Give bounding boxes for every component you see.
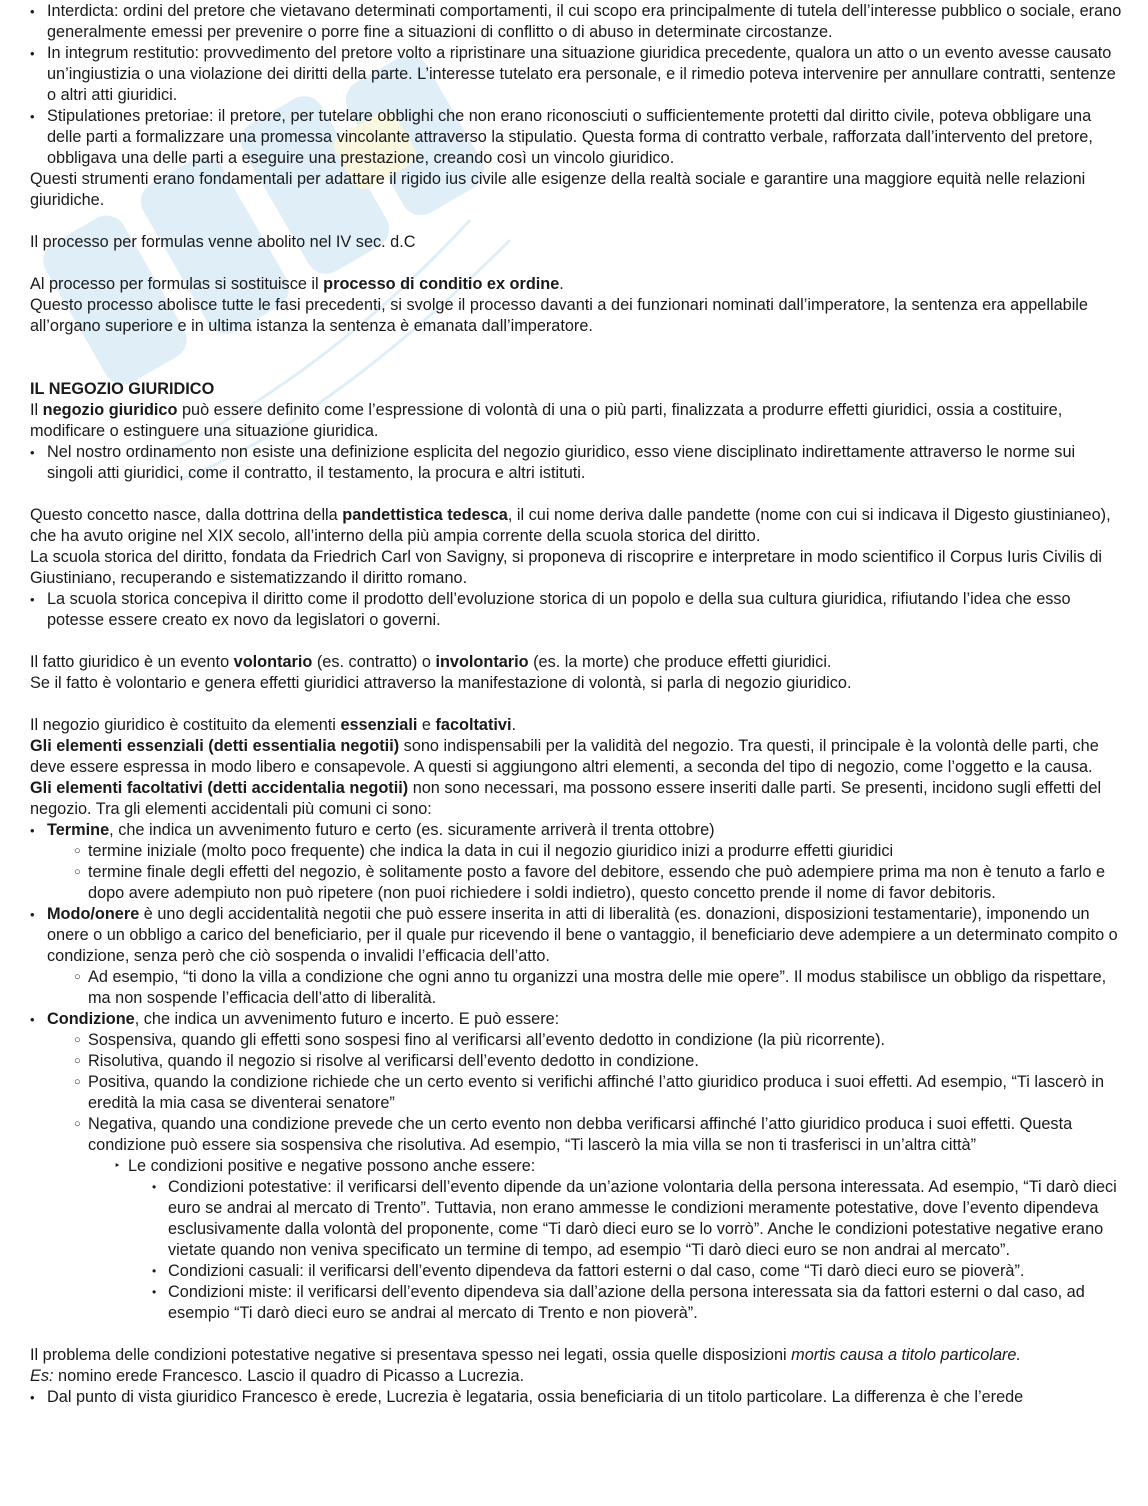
bullet-sublist bbox=[30, 841, 1122, 904]
list-item: ○ termine finale degli effetti del negozio, è solitamente posto a favore del debitore, essendo che può adempiere prima ma non è tenuto a farlo e dopo avere adempiuto non può ripetere (non puoi richiedere i soldi indietro), questo concetto prende il nome di favor debitoris. bbox=[30, 862, 1122, 904]
paragraph: Questo concetto nasce, dalla dottrina della pandettistica tedesca, il cui nome deriva dalle pandette (nome con cui si indicava il Digesto giustinianeo), che ha avuto origine nel XIX secolo, all’interno della più ampia corrente della scuola storica del diritto. bbox=[30, 506, 1111, 545]
list-item: • Termine, che indica un avvenimento futuro e certo (es. sicuramente arriverà il trenta ottobre) bbox=[30, 820, 1122, 841]
document-page bbox=[30, 1, 1122, 1408]
list-item: ○ Negativa, quando una condizione prevede che un certo evento non debba verificarsi affinché l’atto giuridico produca i suoi effetti. Questa condizione può essere sia sospensiva che risolutiva. Ad esempio, “Ti lascerò la mia villa se non ti trasferisci in un’altra città” bbox=[30, 1114, 1122, 1156]
list-item: • Dal punto di vista giuridico Francesco è erede, Lucrezia è legataria, ossia beneficiaria di un titolo particolare. La differenza è che l’erede bbox=[30, 1387, 1122, 1408]
list-item: • Nel nostro ordinamento non esiste una definizione esplicita del negozio giuridico, esso viene disciplinato indirettamente attraverso le norme sui singoli atti giuridici, come il contratto, il testamento, la procura e altri istituti. bbox=[30, 442, 1122, 484]
paragraph: Questi strumenti erano fondamentali per adattare il rigido ius civile alle esigenze della realtà sociale e garantire una maggiore equità nelle relazioni giuridiche. bbox=[30, 170, 1086, 209]
list-item: ○ Positiva, quando la condizione richiede che un certo evento si verifichi affinché l’atto giuridico produca i suoi effetti. Ad esempio, “Ti lascerò in eredità la mia casa se diventerai senatore” bbox=[30, 1072, 1122, 1114]
list-item: • Condizioni potestative: il verificarsi dell’evento dipende da un’azione volontaria della persona interessata. Ad esempio, “Ti darò dieci euro se andrai al mercato di Trento”. Tuttavia, non erano ammesse le condizioni meramente potestative, dove l’evento dipendeva esclusivamente dalla volontà del proponente, come “Ti darò dieci euro se lo vorrò”. Anche le condizioni potestative negative erano vietate quando non veniva specificato un termine di tempo, ad esempio “Ti darò dieci euro se non andrai al mercato”. bbox=[30, 1177, 1122, 1261]
list-item: • Stipulationes pretoriae: il pretore, per tutelare obblighi che non erano riconosciuti o sufficientemente protetti dal diritto civile, poteva obbligare una delle parti a formalizzare una promessa vincolante attraverso la stipulatio. Questa forma di contratto verbale, rafforzata dall’intervento del pretore, obbligava una delle parti a eseguire una prestazione, creando così un vincolo giuridico. bbox=[30, 106, 1122, 169]
bullet-sublist bbox=[30, 1177, 1122, 1324]
list-item: ‣ Le condizioni positive e negative possono anche essere: bbox=[30, 1156, 1122, 1177]
list-item: • La scuola storica concepiva il diritto come il prodotto dell’evoluzione storica di un popolo e della sua cultura giuridica, rifiutando l’idea che esso potesse essere creato ex novo da legislatori o governi. bbox=[30, 589, 1122, 631]
paragraph: Il problema delle condizioni potestative negative si presentava spesso nei legati, ossia quelle disposizioni mortis causa a titolo particolare. bbox=[30, 1346, 1022, 1364]
bullet-list bbox=[30, 442, 1122, 484]
list-item: • In integrum restitutio: provvedimento del pretore volto a ripristinare una situazione giuridica precedente, qualora un atto o un evento avesse causato un’ingiustizia o una violazione dei diritti della parte. L’interesse tutelato era personale, e il rimedio poteva intervenire per annullare contratti, sentenze o altri atti giuridici. bbox=[30, 43, 1122, 106]
paragraph: La scuola storica del diritto, fondata da Friedrich Carl von Savigny, si proponeva di riscoprire e interpretare in modo scientifico il Corpus Iuris Civilis di Giustiniano, recuperando e sistematizzando il diritto romano. bbox=[30, 548, 1103, 587]
paragraph: Se il fatto è volontario e genera effetti giuridici attraverso la manifestazione di volontà, si parla di negozio giuridico. bbox=[30, 674, 852, 692]
bullet-list bbox=[30, 904, 1122, 967]
list-item: • Interdicta: ordini del pretore che vietavano determinati comportamenti, il cui scopo era principalmente di tutela dell’interesse pubblico o sociale, erano generalmente emessi per prevenire o porre fine a situazioni di conflitto o di abuso in determinate circostanze. bbox=[30, 1, 1122, 43]
list-item: • Condizioni casuali: il verificarsi dell’evento dipendeva da fattori esterni o dal caso, come “Ti darò dieci euro se pioverà”. bbox=[30, 1261, 1122, 1282]
paragraph: Il fatto giuridico è un evento volontario (es. contratto) o involontario (es. la morte) che produce effetti giuridici. bbox=[30, 653, 832, 671]
list-item: ○ Ad esempio, “ti dono la villa a condizione che ogni anno tu organizzi una mostra delle mie opere”. Il modus stabilisce un obbligo da rispettare, ma non sospende l’efficacia dell’atto di liberalità. bbox=[30, 967, 1122, 1009]
section-title: IL NEGOZIO GIURIDICO bbox=[30, 380, 215, 398]
list-item: • Modo/onere è uno degli accidentalità negotii che può essere inserita in atti di liberalità (es. donazioni, disposizioni testamentarie), imponendo un onere o un obbligo a carico del beneficiario, per il quale pur ricevendo il bene o vantaggio, il beneficiario deve adempiere a un determinato compito o condizione, senza però che ciò sospenda o invalidi l’efficacia dell’atto. bbox=[30, 904, 1122, 967]
paragraph: Questo processo abolisce tutte le fasi precedenti, si svolge il processo davanti a dei funzionari nominati dall’imperatore, la sentenza era appellabile all’organo superiore e in ultima istanza la sentenza è emanata dall’imperatore. bbox=[30, 296, 1088, 335]
list-item: ○ Risolutiva, quando il negozio si risolve al verificarsi dell’evento dedotto in condizione. bbox=[30, 1051, 1122, 1072]
list-item: ○ termine iniziale (molto poco frequente) che indica la data in cui il negozio giuridico inizi a produrre effetti giuridici bbox=[30, 841, 1122, 862]
paragraph: Il negozio giuridico è costituito da elementi essenziali e facoltativi. bbox=[30, 716, 517, 734]
paragraph: Es: nomino erede Francesco. Lascio il quadro di Picasso a Lucrezia. bbox=[30, 1367, 525, 1385]
paragraph: Il processo per formulas venne abolito nel IV sec. d.C bbox=[30, 233, 416, 251]
list-item: • Condizione, che indica un avvenimento futuro e incerto. E può essere: bbox=[30, 1009, 1122, 1030]
list-item: • Condizioni miste: il verificarsi dell’evento dipendeva sia dall’azione della persona interessata sia da fattori esterni o dal caso, ad esempio “Ti darò dieci euro se andrai al mercato di Trento e non pioverà”. bbox=[30, 1282, 1122, 1324]
bullet-sublist bbox=[30, 1156, 1122, 1177]
bullet-list bbox=[30, 589, 1122, 631]
paragraph: Gli elementi essenziali (detti essentialia negotii) sono indispensabili per la validità del negozio. Tra questi, il principale è la volontà delle parti, che deve essere espressa in modo libero e consapevole. A questi si aggiungono altri elementi, a seconda del tipo di negozio, come l’oggetto e la causa. bbox=[30, 737, 1099, 776]
paragraph: Il negozio giuridico può essere definito come l’espressione di volontà di una o più parti, finalizzata a produrre effetti giuridici, ossia a costituire, modificare o estinguere una situazione giuridica. bbox=[30, 401, 1063, 440]
paragraph: Gli elementi facoltativi (detti accidentalia negotii) non sono necessari, ma possono essere inseriti dalle parti. Se presenti, incidono sugli effetti del negozio. Tra gli elementi accidentali più comuni ci sono: bbox=[30, 779, 1102, 818]
bullet-sublist bbox=[30, 967, 1122, 1009]
bullet-list bbox=[30, 1387, 1122, 1408]
paragraph: Al processo per formulas si sostituisce il processo di conditio ex ordine. bbox=[30, 275, 564, 293]
intro-bullet-list bbox=[30, 1, 1122, 169]
bullet-list bbox=[30, 1009, 1122, 1030]
accidentalia-list bbox=[30, 820, 1122, 841]
list-item: ○ Sospensiva, quando gli effetti sono sospesi fino al verificarsi all’evento dedotto in condizione (la più ricorrente). bbox=[30, 1030, 1122, 1051]
bullet-sublist bbox=[30, 1030, 1122, 1156]
